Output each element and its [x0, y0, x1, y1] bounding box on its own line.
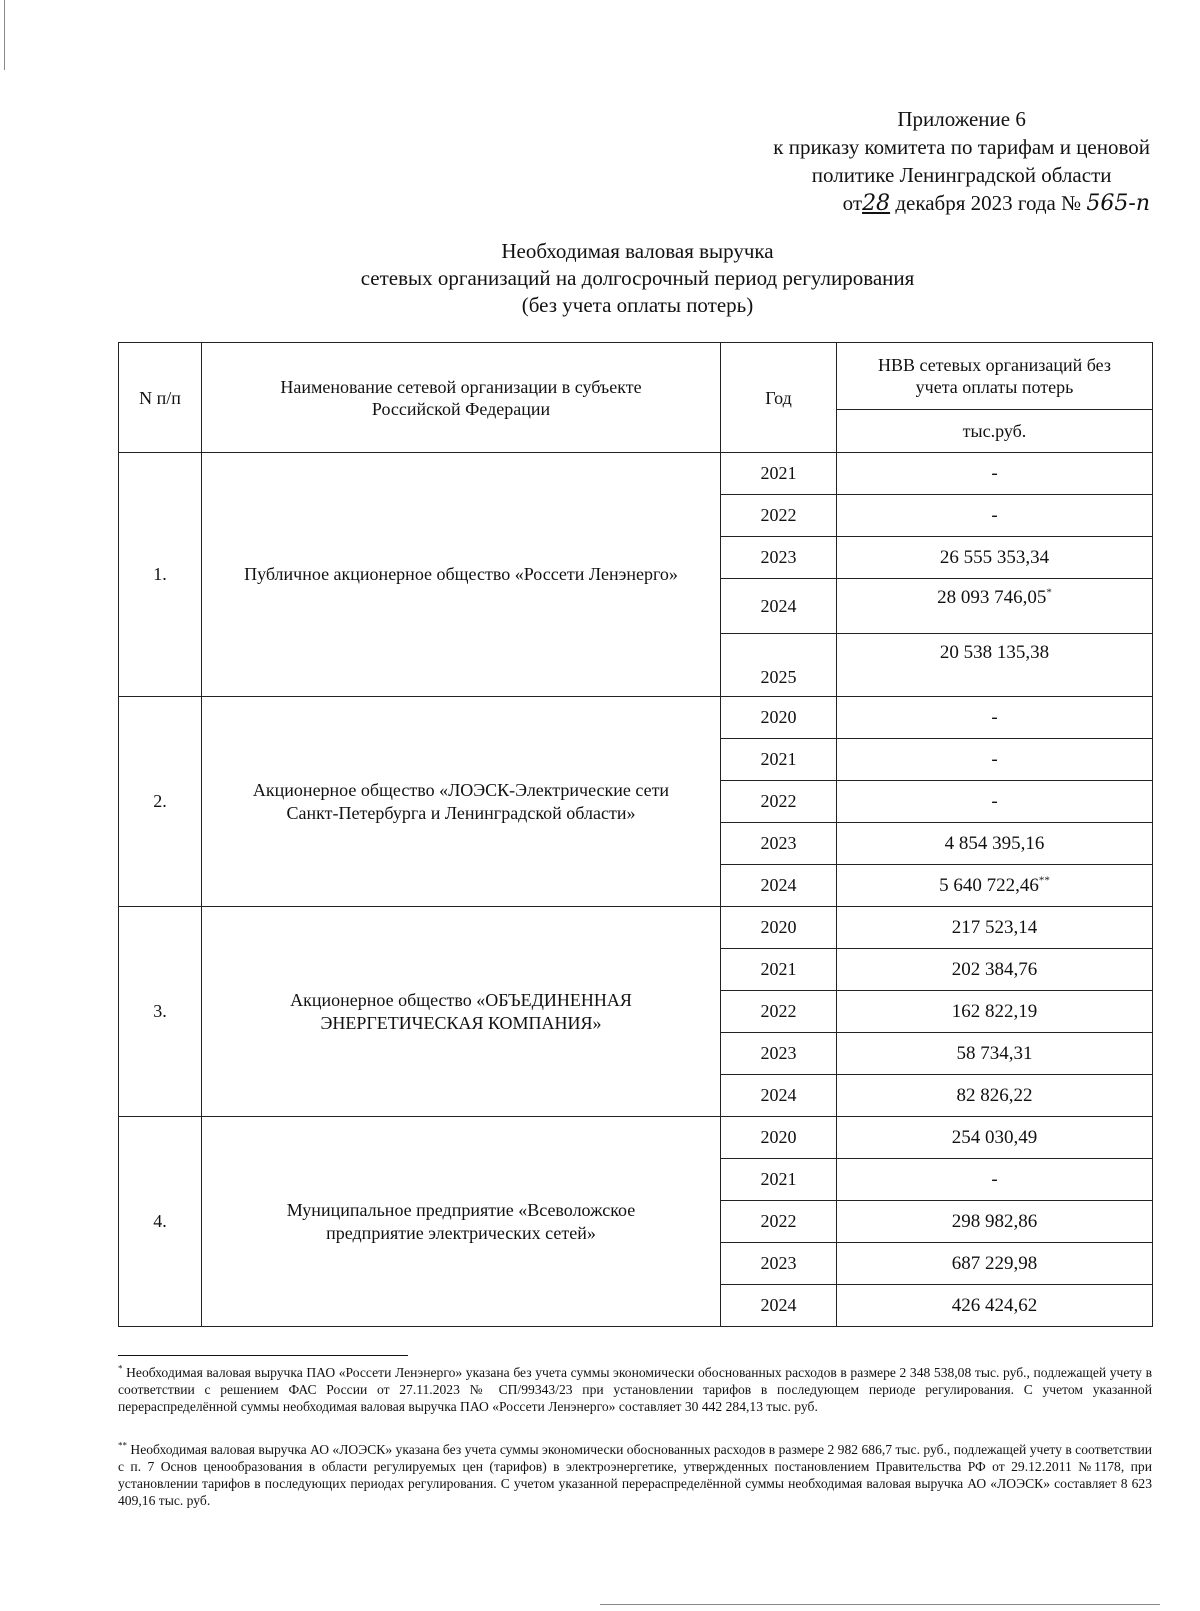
scan-edge-mark	[4, 0, 5, 70]
year-cell: 2022	[721, 1201, 837, 1243]
year-cell: 2023	[721, 537, 837, 579]
appendix-line-3: политике Ленинградской области	[811, 163, 1112, 187]
date-prefix: от	[842, 191, 863, 215]
value-cell: 254 030,49	[837, 1117, 1153, 1159]
value-cell: -	[837, 453, 1153, 495]
value-cell: -	[837, 1159, 1153, 1201]
appendix-line-2: к приказу комитета по тарифам и ценовой	[773, 135, 1150, 159]
value-cell: -	[837, 739, 1153, 781]
title-line-2: сетевых организаций на долгосрочный период регулирования	[360, 266, 915, 290]
value-cell: 58 734,31	[837, 1033, 1153, 1075]
value-cell: 687 229,98	[837, 1243, 1153, 1285]
document-title	[0, 238, 1200, 319]
footnote-1	[118, 1364, 1152, 1415]
value-cell: -	[837, 495, 1153, 537]
footnote-mark: *	[118, 1363, 123, 1374]
year-cell: 2023	[721, 823, 837, 865]
table-row	[119, 907, 1153, 949]
header-org-name: Наименование сетевой организации в субъекте Российской Федерации	[202, 343, 721, 453]
value-cell: 162 822,19	[837, 991, 1153, 1033]
value-cell: 4 854 395,16	[837, 823, 1153, 865]
org-number: 4.	[119, 1117, 202, 1327]
year-cell: 2021	[721, 739, 837, 781]
year-cell: 2021	[721, 453, 837, 495]
year-cell: 2022	[721, 781, 837, 823]
org-number: 1.	[119, 453, 202, 697]
value-text: 5 640 722,46	[939, 874, 1039, 896]
header-num: N п/п	[119, 343, 202, 453]
handwritten-order-number: 565-п	[1086, 191, 1150, 216]
appendix-header	[773, 105, 1150, 218]
title-line-3: (без учета оплаты потерь)	[521, 293, 754, 317]
value-cell	[837, 579, 1153, 634]
year-cell: 2020	[721, 1117, 837, 1159]
footnote-ref: *	[1046, 586, 1052, 599]
value-cell: 298 982,86	[837, 1201, 1153, 1243]
footnote-ref: **	[1038, 874, 1050, 887]
year-cell: 2023	[721, 1033, 837, 1075]
value-cell	[837, 865, 1153, 907]
org-name: Акционерное общество «ЛОЭСК-Электрические сети Санкт-Петербурга и Ленинградской области»	[202, 697, 721, 907]
year-cell: 2020	[721, 697, 837, 739]
org-number: 2.	[119, 697, 202, 907]
year-cell: 2022	[721, 991, 837, 1033]
value-cell: 26 555 353,34	[837, 537, 1153, 579]
value-cell: -	[837, 781, 1153, 823]
value-cell: 217 523,14	[837, 907, 1153, 949]
org-name: Муниципальное предприятие «Всеволожское предприятие электрических сетей»	[202, 1117, 721, 1327]
year-cell: 2025	[721, 634, 837, 697]
appendix-line-1: Приложение 6	[897, 107, 1026, 131]
header-unit: тыс.руб.	[837, 410, 1153, 453]
footnote-divider	[118, 1355, 408, 1356]
year-cell: 2022	[721, 495, 837, 537]
header-nvv: НВВ сетевых организаций без учета оплаты потерь	[837, 343, 1153, 410]
table-row	[119, 697, 1153, 739]
org-name: Публичное акционерное общество «Россети Ленэнерго»	[202, 453, 721, 697]
value-cell: -	[837, 697, 1153, 739]
value-cell: 426 424,62	[837, 1285, 1153, 1327]
handwritten-day: 28	[862, 191, 891, 216]
date-rest: декабря 2023 года №	[890, 191, 1087, 215]
year-cell: 2021	[721, 1159, 837, 1201]
value-text: 28 093 746,05	[937, 587, 1047, 608]
year-cell: 2024	[721, 865, 837, 907]
title-line-1: Необходимая валовая выручка	[501, 239, 774, 263]
year-cell: 2023	[721, 1243, 837, 1285]
year-cell: 2020	[721, 907, 837, 949]
nvv-table	[118, 342, 1153, 1327]
footnote-text: Необходимая валовая выручка ПАО «Россети Ленэнерго» указана без учета суммы экономически обоснованных расходов в размере 2 348 538,08 тыс. руб., подлежащей учету в соответствии с решением ФАС России от 27.11.2023 № СП/99343/23 при установлении тарифов в последующем периоде регулирования. С учетом указанной перераспределённой суммы необходимая валовая выручка ПАО «Россети Ленэнерго» составляет 30 442 284,13 тыс. руб.	[118, 1365, 1152, 1414]
footnote-mark: **	[118, 1440, 127, 1451]
appendix-date-line	[843, 191, 1150, 215]
value-cell: 202 384,76	[837, 949, 1153, 991]
scan-edge-mark	[600, 1604, 1160, 1605]
table-row	[119, 453, 1153, 495]
footnote-2	[118, 1441, 1152, 1509]
value-cell: 20 538 135,38	[837, 634, 1153, 697]
year-cell: 2021	[721, 949, 837, 991]
year-cell: 2024	[721, 1285, 837, 1327]
org-number: 3.	[119, 907, 202, 1117]
footnote-text: Необходимая валовая выручка АО «ЛОЭСК» указана без учета суммы экономически обоснованных расходов в размере 2 982 686,7 тыс. руб., подлежащей учету в соответствии с п. 7 Основ ценообразования в области регулируемых цен (тарифов) в электроэнергетике, утвержденных постановлением Правительства РФ от 29.12.2011 №1178, при установлении тарифов в последующих периодах регулирования. С учетом указанной перераспределённой суммы необходимая валовая выручка АО «ЛОЭСК» составляет 8 623 409,16 тыс. руб.	[118, 1442, 1152, 1508]
header-year: Год	[721, 343, 837, 453]
value-cell: 82 826,22	[837, 1075, 1153, 1117]
year-cell: 2024	[721, 579, 837, 634]
year-cell: 2024	[721, 1075, 837, 1117]
org-name: Акционерное общество «ОБЪЕДИНЕННАЯ ЭНЕРГЕТИЧЕСКАЯ КОМПАНИЯ»	[202, 907, 721, 1117]
table-row	[119, 1117, 1153, 1159]
